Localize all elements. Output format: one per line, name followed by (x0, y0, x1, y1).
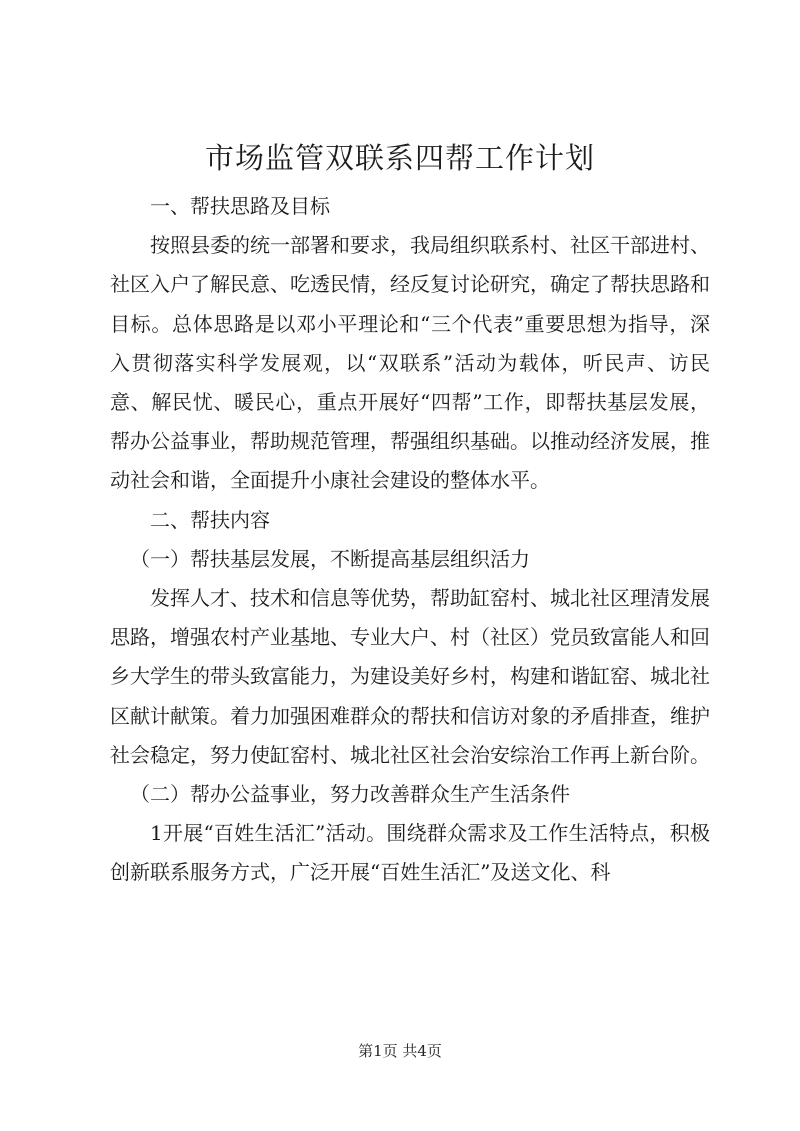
page-number-footer: 第1页 共4页 (358, 1042, 442, 1060)
paragraph: 按照县委的统一部署和要求，我局组织联系村、社区干部进村、社区入户了解民意、吃透民情，经反复讨论研究，确定了帮扶思路和目标。总体思路是以邓小平理论和“三个代表”重要思想为指导，深入贯彻落实科学发展观，以“双联系”活动为载体，听民声、访民意、解民忧、暖民心，重点开展好“四帮”工作，即帮扶基层发展，帮办公益事业，帮助规范管理，帮强组织基础。以推动经济发展，推动社会和谐，全面提升小康社会建设的整体水平。 (110, 233, 710, 493)
subsection-heading: （二）帮办公益事业，努力改善群众生产生活条件 (130, 782, 570, 807)
document-body (110, 187, 710, 893)
subsection-heading: （一）帮扶基层发展，不断提高基层组织活力 (130, 546, 530, 571)
section-heading: 一、帮扶思路及目标 (150, 194, 330, 218)
paragraph: 发挥人才、技术和信息等优势，帮助缸窑村、城北社区理清发展思路，增强农村产业基地、专业大户、村（社区）党员致富能人和回乡大学生的带头致富能力，为建设美好乡村，构建和谐缸窑、城北社区献计献策。着力加强困难群众的帮扶和信访对象的矛盾排查，维护社会稳定，努力使缸窑村、城北社区社会治安综治工作再上新台阶。 (110, 586, 710, 767)
paragraph: 1开展“百姓生活汇”活动。围绕群众需求及工作生活特点，积极创新联系服务方式，广泛开展“百姓生活汇”及送文化、科 (110, 821, 710, 885)
document-title: 市场监管双联系四帮工作计划 (204, 141, 595, 175)
section-heading: 二、帮扶内容 (150, 507, 270, 532)
